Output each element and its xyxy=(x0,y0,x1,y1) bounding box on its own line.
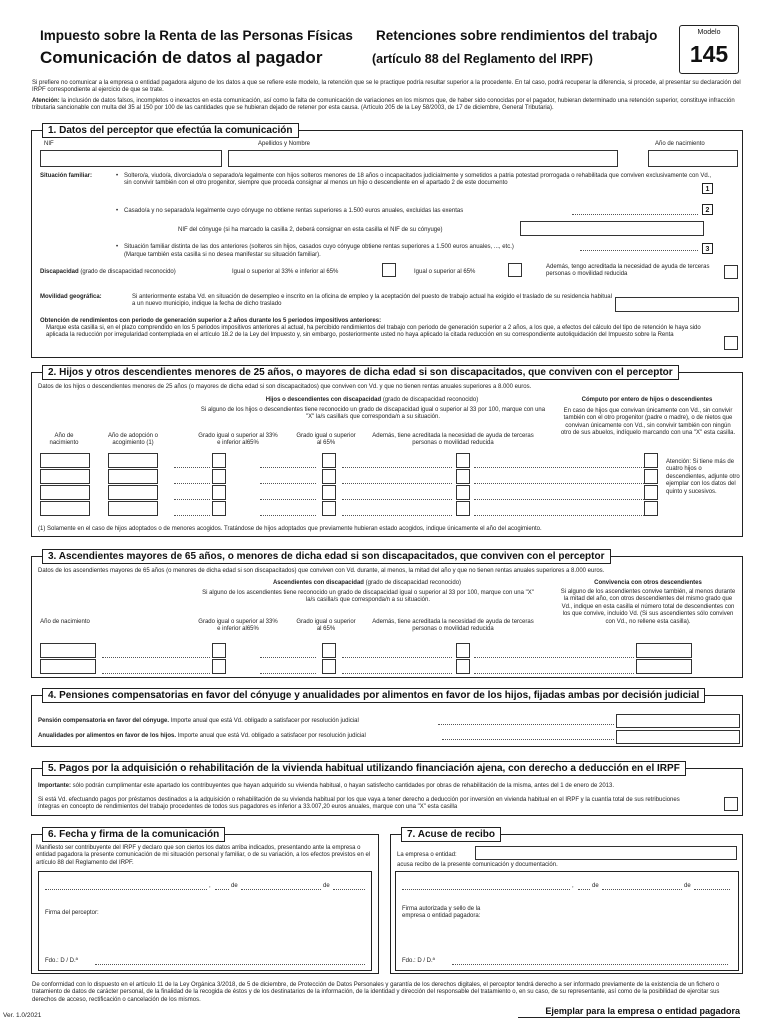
s2-anio-field-2[interactable] xyxy=(40,469,90,484)
s3-g2-check-2[interactable] xyxy=(322,659,336,674)
s3-disc-sub: (grado de discapacidad reconocido) xyxy=(365,580,462,586)
header-title-1b: Retenciones sobre rendimientos del trabajo xyxy=(376,28,658,43)
s6-month-dots xyxy=(241,889,321,890)
s2-comp-check-1[interactable] xyxy=(644,453,658,468)
attention-label: Atención: xyxy=(32,98,60,104)
nif-conyuge-text: NIF del cónyuge (si ha marcado la casilla 2, deberá consignar en esta casilla el NIF de su cónyuge) xyxy=(178,227,443,233)
s2-comp-text: En caso de hijos que convivan únicamente con Vd., sin convivir también con el otro progenitor (padre o madre), o de nietos que convivan únicamente con Vd., sin convivir también con ningún otro de sus abuelos, indíquelo marcando con una "X" esta casilla. xyxy=(560,408,736,437)
s3-dots xyxy=(474,673,634,674)
s3-col-g1: Grado igual o superior al 33% e inferior al65% xyxy=(198,619,278,633)
s2-comp-check-4[interactable] xyxy=(644,501,658,516)
s2-g2-check-2[interactable] xyxy=(322,469,336,484)
s3-intro: Datos de los ascendientes mayores de 65 años (o menores de dicha edad si son discapacitados) que conviven con Vd. durante, al menos, la mitad del año y que no tienen rentas anuales superiores a 8.000 euros. xyxy=(38,568,605,574)
bullet-3: • xyxy=(116,244,119,250)
obtencion-text: Marque esta casilla si, en el plazo comprendido en los 5 periodos impositivos anteriores al actual, ha percibido rendimientos del trabajo con periodo de generación superior a 2 años, a los que, a efectos del cálculo del tipo de retención le haya sido aplicada la reducción por irregularidad contemplada en el artículo 18.2 de la Ley del Impuesto y, sin embargo, posteriormente usted no haya aplicado la citada reducción en su correspondiente autoliquidación del Impuesto sobre la Renta xyxy=(46,325,701,339)
s6-signature-box xyxy=(38,871,372,971)
section-4-title: 4. Pensiones compensatorias en favor del cónyuge y anualidades por alimentos en favor de los hijos, fijadas ambas por decisión judicial xyxy=(42,688,705,703)
obtencion-label: Obtención de rendimientos con periodo de generación superior a 2 años durante los 5 periodos impositivos anteriores: xyxy=(40,318,382,324)
s2-disc-header xyxy=(202,397,542,404)
s3-anio-field-1[interactable] xyxy=(40,643,96,658)
page-title: Comunicación de datos al pagador xyxy=(40,48,323,67)
obtencion-checkbox[interactable] xyxy=(724,336,738,350)
s2-comp-check-2[interactable] xyxy=(644,469,658,484)
s2-dots xyxy=(474,483,644,484)
s7-firma-label: Firma autorizada y sello de la empresa o entidad pagadora: xyxy=(402,906,481,920)
anualidades-field[interactable] xyxy=(616,730,740,744)
s6-place-dots xyxy=(45,889,207,890)
s3-disc-text: Si alguno de los ascendientes tiene reconocido un grado de discapacidad igual o superior al 33 por 100, marque con una "X" la/s casilla/s que corresponda/n a su situación. xyxy=(202,590,534,604)
apellidos-field[interactable] xyxy=(228,150,618,167)
anualidades-dots xyxy=(442,739,614,740)
anio-nacimiento-field[interactable] xyxy=(648,150,738,167)
s2-g3-check-4[interactable] xyxy=(456,501,470,516)
s5-important-label: Importante: xyxy=(38,783,71,789)
s7-fdo-label: Fdo.: D / D.ª xyxy=(402,958,435,964)
discapacidad-label: Discapacidad xyxy=(40,269,79,275)
s3-g2-check-1[interactable] xyxy=(322,643,336,658)
s2-g3-check-3[interactable] xyxy=(456,485,470,500)
pension-row xyxy=(38,718,359,725)
s7-de-1: de xyxy=(592,883,599,889)
s2-rows xyxy=(32,453,744,517)
s3-g1-check-2[interactable] xyxy=(212,659,226,674)
s2-g3-check-2[interactable] xyxy=(456,469,470,484)
s3-col-g3: Además, tiene acreditada la necesidad de ayuda de terceras personas o movilidad reducida xyxy=(372,619,534,633)
s2-dots xyxy=(174,515,210,516)
s3-col-g2: Grado igual o superior al 65% xyxy=(296,619,356,633)
section-7-title: 7. Acuse de recibo xyxy=(401,827,501,842)
s3-disc-header xyxy=(202,580,532,587)
s6-firma-label: Firma del perceptor: xyxy=(45,910,99,916)
section-3 xyxy=(31,551,743,678)
s2-anio-field-4[interactable] xyxy=(40,501,90,516)
s7-acusa-text: acusa recibo de la presente comunicación y documentación. xyxy=(397,862,558,868)
section-3-title: 3. Ascendientes mayores de 65 años, o menores de dicha edad si son discapacitados, que conviven con el perceptor xyxy=(42,549,611,564)
section-5 xyxy=(31,763,743,816)
nif-label: NIF xyxy=(44,141,54,147)
s2-g1-check-1[interactable] xyxy=(212,453,226,468)
pension-label: Pensión compensatoria en favor del cónyuge. xyxy=(38,718,170,724)
section-2 xyxy=(31,367,743,537)
opt3-dots xyxy=(580,250,698,251)
s3-disc-title: Ascendientes con discapacidad xyxy=(272,580,364,586)
s2-adop-field-3[interactable] xyxy=(108,485,158,500)
s2-disc-title: Hijos o descendientes con discapacidad xyxy=(265,397,382,403)
bullet-1: • xyxy=(116,173,119,179)
s5-text: Si está Vd. efectuando pagos por préstamos destinados a la adquisición o rehabilitación de su vivienda habitual por los que vaya a tener derecho a deducción por inversión en vivienda habitual en el IRPF y la cuantía total de sus retribuciones íntegras en concepto de rendimientos del trabajo procedentes de todos sus pagadores es inferior a 33.007,20 euros anuales, marque con una "X" esta casilla xyxy=(38,797,680,811)
s2-dots xyxy=(260,467,316,468)
s2-dots xyxy=(174,499,210,500)
section-6 xyxy=(31,829,379,974)
s2-dots xyxy=(342,483,452,484)
s2-g2-check-1[interactable] xyxy=(322,453,336,468)
s2-g2-check-3[interactable] xyxy=(322,485,336,500)
modelo-number: 145 xyxy=(689,41,729,67)
s3-col-anio: Año de nacimiento xyxy=(40,619,90,625)
s3-conv-field-2[interactable] xyxy=(636,659,692,674)
s7-place-dots xyxy=(402,889,570,890)
s5-important xyxy=(38,783,738,790)
s6-fdo-label: Fdo.: D / D.ª xyxy=(45,958,78,964)
s2-dots xyxy=(474,515,644,516)
footer-version: Ver. 1.0/2021 xyxy=(3,1012,42,1019)
s5-important-text: sólo podrán cumplimentar este apartado los contribuyentes que hayan adquirido su vivienda habitual, o hayan satisfecho cantidades por obras de rehabilitación de la misma, antes del 1 de enero de 2013. xyxy=(72,783,615,789)
s2-adop-field-2[interactable] xyxy=(108,469,158,484)
s7-signature-box xyxy=(395,871,739,971)
s7-month-dots xyxy=(602,889,682,890)
discapacidad-row xyxy=(40,269,176,276)
s7-empresa-field[interactable] xyxy=(475,846,737,860)
s2-dots xyxy=(174,467,210,468)
discapacidad-sub: (grado de discapacidad reconocido) xyxy=(80,269,176,275)
intro-attention xyxy=(32,98,742,113)
section-4 xyxy=(31,690,743,747)
opt2-text: Casado/a y no separado/a legalmente cuyo cónyuge no obtiene rentas superiores a 1.500 euros anuales, excluidas las exentas xyxy=(124,208,464,214)
disc-a-checkbox[interactable] xyxy=(382,263,396,277)
opt3b-text: (Marque también esta casilla si no desea manifestar su situación familiar). xyxy=(124,252,321,258)
s2-g3-check-1[interactable] xyxy=(456,453,470,468)
s2-dots xyxy=(342,499,452,500)
s3-dots xyxy=(260,673,316,674)
movilidad-label: Movilidad geográfica: xyxy=(40,294,102,300)
s2-comp-check-3[interactable] xyxy=(644,485,658,500)
s7-comma: , xyxy=(572,883,574,889)
s3-conv-text: Si alguno de los ascendientes convive también, al menos durante la mitad del año, con otros descendientes del mismo grado que Vd., indique en esta casilla el número total de descendientes con los que convive, incluido Vd. (Si sus ascendientes sólo conviven con Vd., no rellene esta casilla). xyxy=(560,589,736,625)
s6-comma: , xyxy=(209,883,211,889)
s3-g3-check-2[interactable] xyxy=(456,659,470,674)
s2-dots xyxy=(260,499,316,500)
s3-dots xyxy=(342,657,452,658)
s3-dots xyxy=(260,657,316,658)
disc-b-checkbox[interactable] xyxy=(508,263,522,277)
s2-atencion: Atención: Si tiene más de cuatro hijos o descendientes, adjunte otro ejemplar con los datos del quinto y sucesivos. xyxy=(666,459,740,495)
nif-conyuge-field[interactable] xyxy=(520,221,704,236)
opt3-text: Situación familiar distinta de las dos anteriores (solteros sin hijos, casados cuyo cónyuge obtiene rentas superiores a 1.500 euros anuales, ..., etc.) xyxy=(124,244,514,250)
situacion-label: Situación familiar: xyxy=(40,173,93,179)
footer-ejemplar-underline xyxy=(518,1017,740,1018)
header-title-1: Impuesto sobre la Renta de las Personas Físicas xyxy=(40,28,353,43)
s2-dots xyxy=(260,483,316,484)
s3-g3-check-1[interactable] xyxy=(456,643,470,658)
s3-anio-field-2[interactable] xyxy=(40,659,96,674)
s2-col-adopcion: Año de adopción o acogimiento (1) xyxy=(107,433,159,447)
s2-g1-check-3[interactable] xyxy=(212,485,226,500)
s6-day-dots xyxy=(215,889,229,890)
pension-text: Importe anual que está Vd. obligado a satisfacer por resolución judicial xyxy=(170,718,359,724)
s7-fdo-dots xyxy=(452,964,728,965)
section-7 xyxy=(390,829,743,974)
section-2-title: 2. Hijos y otros descendientes menores de 25 años, o mayores de dicha edad si son discapacitados, que conviven con el perceptor xyxy=(42,365,679,380)
s3-conv-field-1[interactable] xyxy=(636,643,692,658)
opt1-text: Soltero/a, viudo/a, divorciado/a o separado/a legalmente con hijos solteros menores de 18 años o incapacitados judicialmente y sometidos a patria potestad prorrogada o rehabilitada que conviven exclusivamente con Vd., sin convivir también con el otro progenitor, siempre que proceda consignar al menos un hijo o descendiente en el apartado 2 de este documento xyxy=(124,173,712,187)
footer-legal-text: De conformidad con lo dispuesto en el artículo 11 de la Ley Orgánica 3/2018, de 5 de diciembre, de Protección de Datos Personales y garantía de los derechos digitales, el perceptor tendrá derecho a ser informado previamente de la existencia de un fichero o tratamiento de datos de carácter personal, de la finalidad de la recogida de éstos y de los destinatarios de la información, de la identidad y dirección del responsable del tratamiento o, en su caso, de su representante, así como de la posibilidad de ejercitar sus derechos de acceso, rectificación o cancelación de los mismos. xyxy=(32,982,720,1003)
s2-disc-text: Si alguno de los hijos o descendientes tiene reconocido un grado de discapacidad igual o superior al 33 por 100, marque con una "X" la/s casilla/s que corresponda/n a su situación. xyxy=(200,407,546,421)
page-subtitle: (artículo 88 del Reglamento del IRPF) xyxy=(372,52,593,66)
nif-field[interactable] xyxy=(40,150,222,167)
opt2-dots xyxy=(572,214,698,215)
anualidades-label: Anualidades por alimentos en favor de los hijos. xyxy=(38,733,177,739)
s2-adop-field-1[interactable] xyxy=(108,453,158,468)
s7-de-2: de xyxy=(684,883,691,889)
s6-text: Manifiesto ser contribuyente del IRPF y declaro que son ciertos los datos arriba indicados, presentando ante la empresa o entidad pagadora la presente comunicación de mi situación personal y familiar, o de su variación, a los efectos previstos en el artículo 88 del Reglamento del IRPF. xyxy=(36,845,371,866)
s7-year-dots xyxy=(694,889,730,890)
checkbox-situacion-1[interactable]: 1 xyxy=(702,183,713,194)
s2-dots xyxy=(342,515,452,516)
s2-dots xyxy=(342,467,452,468)
checkbox-situacion-2[interactable]: 2 xyxy=(702,204,713,215)
section-6-title: 6. Fecha y firma de la comunicación xyxy=(42,827,225,842)
section-1-title: 1. Datos del perceptor que efectúa la comunicación xyxy=(42,123,299,138)
s2-col-anio: Año de nacimiento xyxy=(49,433,79,447)
s2-dots xyxy=(174,483,210,484)
disc-a-text: Igual o superior al 33% e inferior al 65% xyxy=(232,269,339,275)
s2-anio-field-1[interactable] xyxy=(40,453,90,468)
movilidad-text: Si anteriormente estaba Vd. en situación de desempleo e inscrito en la oficina de empleo y la aceptación del puesto de trabajo actual ha exigido el traslado de su residencia habitual a un nuevo municipio, indique la fecha de dicho traslado xyxy=(132,294,612,308)
s2-g1-check-4[interactable] xyxy=(212,501,226,516)
section-5-title: 5. Pagos por la adquisición o rehabilitación de la vivienda habitual utilizando financiación ajena, con derecho a deducción en el IRPF xyxy=(42,761,686,776)
apellidos-label: Apellidos y Nombre xyxy=(258,141,311,147)
s2-adop-field-4[interactable] xyxy=(108,501,158,516)
pension-dots xyxy=(438,724,614,725)
s2-g1-check-2[interactable] xyxy=(212,469,226,484)
s2-comp-header: Cómputo por entero de hijos o descendientes xyxy=(581,397,713,403)
s2-disc-sub: (grado de discapacidad reconocido) xyxy=(382,397,479,403)
anualidades-text: Importe anual que está Vd. obligado a satisfacer por resolución judicial xyxy=(177,733,366,739)
header xyxy=(36,26,676,72)
s2-nota: (1) Solamente en el caso de hijos adoptados o de menores acogidos. Tratándose de hijos adoptados que previamente hubieran estado acogidos, indique únicamente el año del acogimiento. xyxy=(38,526,542,532)
section-1 xyxy=(31,125,743,358)
s2-dots xyxy=(474,467,644,468)
movilidad-date-field[interactable] xyxy=(615,297,739,312)
pension-field[interactable] xyxy=(616,714,740,728)
bullet-2: • xyxy=(116,208,119,214)
s2-dots xyxy=(260,515,316,516)
s5-checkbox[interactable] xyxy=(724,797,738,811)
disc-c-checkbox[interactable] xyxy=(724,265,738,279)
attention-text: la inclusión de datos falsos, incompletos o inexactos en esta comunicación, así como la falta de comunicación de variaciones en los mismos que, de haber sido conocidas por el pagador, hubieran determinado una retención superior, constituye infracción tributaria sancionable con multa del 35 al 150 por 100 de las cantidades que se hubieran dejado de retener por esta causa. (Artículo 205 de la Ley 58/2003, de 17 de diciembre, General Tributaria). xyxy=(32,98,735,112)
anualidades-row xyxy=(38,733,366,740)
s2-dots xyxy=(474,499,644,500)
s3-dots xyxy=(342,673,452,674)
s6-year-dots xyxy=(333,889,365,890)
disc-b-text: Igual o superior al 65% xyxy=(414,269,476,275)
intro-text: Si prefiere no comunicar a la empresa o entidad pagadora alguno de los datos a que se refiere este modelo, la retención que se le practique podría resultar superior a la procedente. En tal caso, podrá recuperar la diferencia, si procede, al presentar su declaración del IRPF correspondiente al ejercicio de que se trate. xyxy=(32,80,741,94)
modelo-box xyxy=(679,25,739,74)
s2-anio-field-3[interactable] xyxy=(40,485,90,500)
s3-conv-header: Convivencia con otros descendientes xyxy=(594,580,702,586)
disc-c-text: Además, tengo acreditada la necesidad de ayuda de terceras personas o movilidad reducida xyxy=(546,264,710,278)
s3-dots xyxy=(102,673,210,674)
s2-col-g2: Grado igual o superior al 65% xyxy=(296,433,356,447)
s6-de-2: de xyxy=(323,883,330,889)
s7-empresa-label: La empresa o entidad: xyxy=(397,852,457,858)
anio-nacimiento-label: Año de nacimiento xyxy=(655,141,705,147)
footer-ejemplar: Ejemplar para la empresa o entidad pagadora xyxy=(545,1006,740,1016)
s3-dots xyxy=(474,657,634,658)
checkbox-situacion-3[interactable]: 3 xyxy=(702,243,713,254)
s3-rows xyxy=(32,643,744,675)
s7-day-dots xyxy=(578,889,590,890)
s2-col-g3: Además, tiene acreditada la necesidad de ayuda de terceras personas o movilidad reducida xyxy=(372,433,534,447)
s2-intro: Datos de los hijos o descendientes menores de 25 años (o mayores de dicha edad si son discapacitados) que conviven con Vd. y que no tienen rentas anuales superiores a 8.000 euros. xyxy=(38,384,532,390)
s2-g2-check-4[interactable] xyxy=(322,501,336,516)
s6-fdo-dots xyxy=(95,964,365,965)
s3-g1-check-1[interactable] xyxy=(212,643,226,658)
s6-de-1: de xyxy=(231,883,238,889)
intro-paragraph xyxy=(32,80,742,95)
s3-dots xyxy=(102,657,210,658)
s2-col-g1: Grado igual o superior al 33% e inferior al65% xyxy=(198,433,278,447)
modelo-label: Modelo xyxy=(697,29,721,36)
